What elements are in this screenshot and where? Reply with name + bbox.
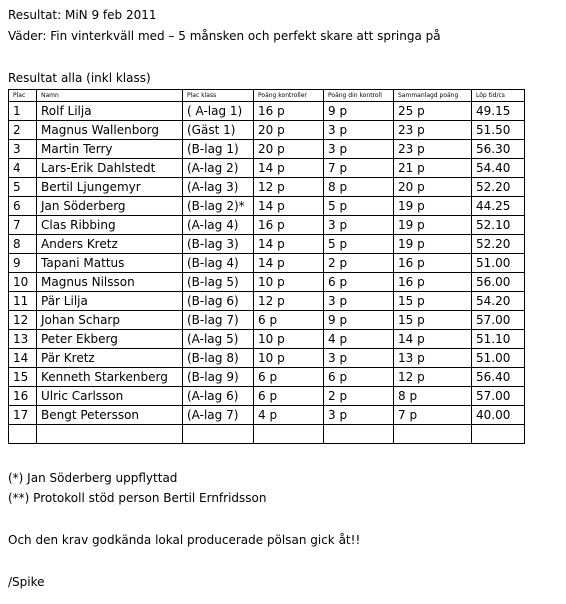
cell-sammanlagd-poang: 21 p <box>394 159 472 178</box>
cell-plac-klass: (B-lag 8) <box>183 349 254 368</box>
cell-poang-kontroller: 6 p <box>254 311 324 330</box>
cell-plac: 8 <box>9 235 37 254</box>
cell-lop-tid: 57.00 <box>472 311 525 330</box>
header-lop-tid: Löp tid/cs <box>472 90 525 102</box>
cell-sammanlagd-poang: 19 p <box>394 216 472 235</box>
cell-poang-din-kontroll: 9 p <box>324 102 394 121</box>
table-header-row <box>9 90 525 102</box>
cell-poang-kontroller: 10 p <box>254 273 324 292</box>
cell-plac-klass: (A-lag 4) <box>183 216 254 235</box>
cell-plac: 6 <box>9 197 37 216</box>
cell-poang-din-kontroll: 7 p <box>324 159 394 178</box>
cell-poang-din-kontroll: 2 p <box>324 254 394 273</box>
header-plac: Plac <box>9 90 37 102</box>
cell-poang-kontroller: 20 p <box>254 121 324 140</box>
cell-lop-tid: 54.20 <box>472 292 525 311</box>
cell-namn: Lars-Erik Dahlstedt <box>37 159 183 178</box>
cell-lop-tid: 57.00 <box>472 387 525 406</box>
cell-plac-klass: (A-lag 7) <box>183 406 254 425</box>
cell-namn: Peter Ekberg <box>37 330 183 349</box>
cell-lop-tid: 56.40 <box>472 368 525 387</box>
cell-plac-klass: (A-lag 6) <box>183 387 254 406</box>
header-poang-kontroller: Poäng kontroller <box>254 90 324 102</box>
cell-plac: 1 <box>9 102 37 121</box>
cell-sammanlagd-poang: 19 p <box>394 235 472 254</box>
cell-plac: 11 <box>9 292 37 311</box>
cell-poang-din-kontroll: 3 p <box>324 406 394 425</box>
cell-lop-tid: 51.00 <box>472 254 525 273</box>
cell-lop-tid: 56.00 <box>472 273 525 292</box>
closing-remark: Och den krav godkända lokal producerade pölsan gick åt!! <box>8 533 361 547</box>
cell-plac-klass: (B-lag 3) <box>183 235 254 254</box>
empty-cell <box>183 425 254 444</box>
empty-cell <box>324 425 394 444</box>
cell-poang-din-kontroll: 6 p <box>324 368 394 387</box>
cell-plac-klass: (B-lag 7) <box>183 311 254 330</box>
cell-namn: Anders Kretz <box>37 235 183 254</box>
section-title: Resultat alla (inkl klass) <box>8 71 151 85</box>
cell-plac-klass: (B-lag 1) <box>183 140 254 159</box>
cell-poang-kontroller: 6 p <box>254 368 324 387</box>
cell-plac: 7 <box>9 216 37 235</box>
cell-plac-klass: (B-lag 5) <box>183 273 254 292</box>
cell-poang-din-kontroll: 3 p <box>324 216 394 235</box>
cell-plac: 16 <box>9 387 37 406</box>
cell-sammanlagd-poang: 23 p <box>394 121 472 140</box>
cell-poang-kontroller: 10 p <box>254 349 324 368</box>
cell-poang-kontroller: 12 p <box>254 178 324 197</box>
cell-plac: 17 <box>9 406 37 425</box>
table-row <box>9 368 525 387</box>
cell-namn: Johan Scharp <box>37 311 183 330</box>
empty-cell <box>472 425 525 444</box>
cell-lop-tid: 56.30 <box>472 140 525 159</box>
cell-lop-tid: 51.50 <box>472 121 525 140</box>
cell-poang-din-kontroll: 3 p <box>324 140 394 159</box>
table-row <box>9 121 525 140</box>
cell-lop-tid: 51.00 <box>472 349 525 368</box>
cell-plac: 5 <box>9 178 37 197</box>
cell-poang-kontroller: 16 p <box>254 216 324 235</box>
results-table <box>8 89 525 444</box>
cell-namn: Magnus Nilsson <box>37 273 183 292</box>
cell-poang-kontroller: 14 p <box>254 159 324 178</box>
cell-poang-din-kontroll: 5 p <box>324 235 394 254</box>
cell-sammanlagd-poang: 14 p <box>394 330 472 349</box>
cell-lop-tid: 52.20 <box>472 235 525 254</box>
cell-lop-tid: 51.10 <box>472 330 525 349</box>
table-row <box>9 159 525 178</box>
cell-lop-tid: 54.40 <box>472 159 525 178</box>
cell-plac: 10 <box>9 273 37 292</box>
cell-sammanlagd-poang: 15 p <box>394 292 472 311</box>
header-poang-din-kontroll: Poäng din kontroll <box>324 90 394 102</box>
weather-text: Väder: Fin vinterkväll med – 5 månsken och perfekt skare att springa på <box>8 29 441 43</box>
cell-namn: Rolf Lilja <box>37 102 183 121</box>
cell-poang-din-kontroll: 3 p <box>324 349 394 368</box>
table-row <box>9 235 525 254</box>
table-row <box>9 254 525 273</box>
cell-plac-klass: (A-lag 2) <box>183 159 254 178</box>
header-namn: Namn <box>37 90 183 102</box>
cell-sammanlagd-poang: 13 p <box>394 349 472 368</box>
cell-sammanlagd-poang: 12 p <box>394 368 472 387</box>
cell-sammanlagd-poang: 25 p <box>394 102 472 121</box>
empty-cell <box>9 425 37 444</box>
cell-namn: Bengt Petersson <box>37 406 183 425</box>
cell-poang-kontroller: 16 p <box>254 102 324 121</box>
cell-plac: 15 <box>9 368 37 387</box>
cell-poang-kontroller: 14 p <box>254 197 324 216</box>
cell-sammanlagd-poang: 19 p <box>394 197 472 216</box>
cell-plac-klass: (Gäst 1) <box>183 121 254 140</box>
cell-poang-kontroller: 4 p <box>254 406 324 425</box>
header-sammanlagd-poang: Sammanlagd poäng <box>394 90 472 102</box>
cell-sammanlagd-poang: 16 p <box>394 273 472 292</box>
footnote-2: (**) Protokoll stöd person Bertil Ernfridsson <box>8 491 267 505</box>
cell-plac-klass: (B-lag 9) <box>183 368 254 387</box>
cell-poang-din-kontroll: 3 p <box>324 292 394 311</box>
cell-poang-kontroller: 12 p <box>254 292 324 311</box>
table-row <box>9 178 525 197</box>
cell-poang-din-kontroll: 6 p <box>324 273 394 292</box>
cell-namn: Jan Söderberg <box>37 197 183 216</box>
cell-poang-kontroller: 6 p <box>254 387 324 406</box>
cell-lop-tid: 49.15 <box>472 102 525 121</box>
table-row <box>9 406 525 425</box>
cell-plac: 14 <box>9 349 37 368</box>
cell-poang-din-kontroll: 3 p <box>324 121 394 140</box>
table-row <box>9 387 525 406</box>
cell-namn: Pär Kretz <box>37 349 183 368</box>
page-title: Resultat: MiN 9 feb 2011 <box>8 8 157 22</box>
table-row <box>9 216 525 235</box>
cell-plac-klass: (B-lag 6) <box>183 292 254 311</box>
cell-plac: 9 <box>9 254 37 273</box>
table-row <box>9 349 525 368</box>
cell-plac-klass: (A-lag 3) <box>183 178 254 197</box>
cell-sammanlagd-poang: 20 p <box>394 178 472 197</box>
cell-lop-tid: 44.25 <box>472 197 525 216</box>
cell-poang-din-kontroll: 9 p <box>324 311 394 330</box>
cell-namn: Martin Terry <box>37 140 183 159</box>
cell-sammanlagd-poang: 16 p <box>394 254 472 273</box>
cell-plac: 4 <box>9 159 37 178</box>
cell-sammanlagd-poang: 7 p <box>394 406 472 425</box>
cell-poang-din-kontroll: 4 p <box>324 330 394 349</box>
footnote-1: (*) Jan Söderberg uppflyttad <box>8 471 178 485</box>
cell-namn: Pär Lilja <box>37 292 183 311</box>
cell-poang-kontroller: 14 p <box>254 254 324 273</box>
table-row <box>9 311 525 330</box>
cell-namn: Magnus Wallenborg <box>37 121 183 140</box>
cell-namn: Tapani Mattus <box>37 254 183 273</box>
cell-plac-klass: (B-lag 2)* <box>183 197 254 216</box>
cell-plac: 3 <box>9 140 37 159</box>
table-row <box>9 330 525 349</box>
cell-namn: Clas Ribbing <box>37 216 183 235</box>
cell-plac: 12 <box>9 311 37 330</box>
cell-plac-klass: (A-lag 5) <box>183 330 254 349</box>
cell-poang-din-kontroll: 8 p <box>324 178 394 197</box>
header-plac-klass: Plac klass <box>183 90 254 102</box>
cell-sammanlagd-poang: 23 p <box>394 140 472 159</box>
cell-namn: Kenneth Starkenberg <box>37 368 183 387</box>
empty-cell <box>394 425 472 444</box>
cell-sammanlagd-poang: 15 p <box>394 311 472 330</box>
cell-poang-kontroller: 10 p <box>254 330 324 349</box>
cell-poang-din-kontroll: 2 p <box>324 387 394 406</box>
table-row <box>9 292 525 311</box>
cell-plac-klass: (B-lag 4) <box>183 254 254 273</box>
cell-poang-kontroller: 14 p <box>254 235 324 254</box>
cell-sammanlagd-poang: 8 p <box>394 387 472 406</box>
table-row <box>9 197 525 216</box>
cell-plac-klass: ( A-lag 1) <box>183 102 254 121</box>
empty-cell <box>254 425 324 444</box>
cell-poang-din-kontroll: 5 p <box>324 197 394 216</box>
table-row <box>9 273 525 292</box>
cell-namn: Bertil Ljungemyr <box>37 178 183 197</box>
empty-cell <box>37 425 183 444</box>
cell-poang-kontroller: 20 p <box>254 140 324 159</box>
table-row <box>9 140 525 159</box>
cell-lop-tid: 52.10 <box>472 216 525 235</box>
table-row <box>9 102 525 121</box>
cell-lop-tid: 52.20 <box>472 178 525 197</box>
cell-namn: Ulric Carlsson <box>37 387 183 406</box>
signature: /Spike <box>8 575 45 589</box>
table-row-empty <box>9 425 525 444</box>
cell-lop-tid: 40.00 <box>472 406 525 425</box>
cell-plac: 2 <box>9 121 37 140</box>
cell-plac: 13 <box>9 330 37 349</box>
